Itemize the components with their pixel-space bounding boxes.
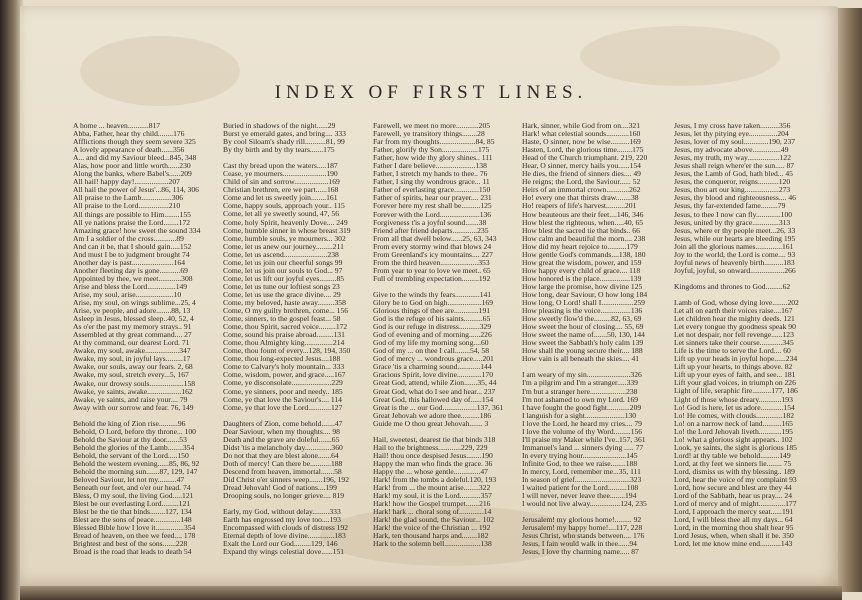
index-entry: All praise to the Lamb................306 <box>73 194 184 203</box>
index-entry: Amazing grace! how sweet the sound 334 <box>73 226 201 235</box>
index-entry: In season of grief.............................323 <box>522 476 642 485</box>
index-entry: A lovely appearance of death......356 <box>73 146 185 155</box>
index-entry: Jesus, lover of my soul.............190, 237 <box>674 138 796 147</box>
index-entry: Lord, I approach the mercy seat......191 <box>674 508 794 517</box>
index-entry: Let every tongue thy goodness speak 90 <box>674 323 796 332</box>
index-entry: Dread Jehovah! God of nations....199 <box>223 484 337 493</box>
index-entry: Father, how wide thy glory shines.. 111 <box>373 154 493 163</box>
index-entry: Come, thou long-expected Jesus....188 <box>223 355 341 364</box>
index-entry: Come, humble souls, ye mourners... 302 <box>223 234 346 243</box>
index-entry: Come, wisdom, power, and grace.....167 <box>223 371 346 380</box>
index-entry: Hark! the glad sound, the Saviour... 102 <box>373 516 495 525</box>
index-entry: Ho! every one that thirsts draw........38 <box>522 194 639 203</box>
index-entry: How pleasing is the voice................136 <box>522 307 643 316</box>
section-gap <box>674 291 819 299</box>
index-entry: Lord, I will bless thee all my days... 64 <box>674 516 793 525</box>
index-entry: Awake, my soul, awake..................347 <box>73 347 191 356</box>
index-entry: Father I dare believe.....................138 <box>373 162 487 171</box>
index-entry: Forgiveness t'is a joyful sound.......38 <box>373 218 487 227</box>
index-entry: God is the refuge of his saints..........65 <box>373 315 491 324</box>
index-entry: Come, let us ascend.......................238 <box>223 250 339 259</box>
index-entry: Earth has engrossed my love too....193 <box>223 516 341 525</box>
index-entry: Daughters of Zion, come behold.......47 <box>223 419 343 428</box>
index-entry: Jesus, united by thy grace..............313 <box>674 218 791 227</box>
index-entry: Guide me O thou great Jehovah....... 3 <box>373 419 489 428</box>
index-entry: Friend after friend departs.............235 <box>373 226 489 235</box>
page-title: INDEX OF FIRST LINES. <box>274 82 588 103</box>
section-gap <box>373 428 518 436</box>
index-entry: Didst 'tis a melancholy day..............360 <box>223 443 343 452</box>
index-column-4 <box>522 122 667 556</box>
index-entry: Give to the winds thy fears.............141 <box>373 290 492 299</box>
index-entry: Jesus, let thy pitying eye...............204 <box>674 130 789 139</box>
index-entry: From all that dwell below......25, 63, 343 <box>373 234 497 243</box>
index-entry: By thy birth and by thy tears.......175 <box>223 146 335 155</box>
index-entry: Doth of mercy! Can there be...........188 <box>223 459 343 468</box>
index-entry: He dies, the friend of sinners dies.... 49 <box>522 170 641 179</box>
index-entry: I languish for a sight.....................130 <box>522 411 637 420</box>
index-entry: Hark! my soul, it is the Lord...........357 <box>373 492 492 501</box>
index-entry: Heirs of an immortal crown............262 <box>522 186 641 195</box>
index-entry: Drooping souls, no longer grieve.... 819 <box>223 492 345 501</box>
index-entry: Father of everlasting grace.............150 <box>373 186 491 195</box>
index-entry: Behold, O Lord, before thy throne... 100 <box>73 427 196 436</box>
index-entry: Jesus, while our hearts are bleeding 195 <box>674 234 796 243</box>
index-entry: Lo! God is here, let us adore............154 <box>674 403 795 412</box>
index-entry: Awake, ye saints, and raise your.... 79 <box>73 395 188 404</box>
index-entry: I will never, never leave thee........194 <box>522 492 637 501</box>
index-entry: Another day is past......................164 <box>73 258 185 267</box>
index-entry: Lord of mercy and of might..............177 <box>674 500 797 509</box>
index-entry: Eternal depth of love divine..............183 <box>223 532 346 541</box>
index-entry: Jerusalem! my happy home!....117, 228 <box>522 524 643 533</box>
index-entry: How great the wisdom, power, and 159 <box>522 258 642 267</box>
index-entry: Come, let us join our souls to God... 97 <box>223 266 343 275</box>
index-entry: Alas, how poor and little worth......230 <box>73 162 191 171</box>
index-entry: Lord, at thy feet we sinners lie........ 75 <box>674 459 792 468</box>
index-entry: Come, humble sinner in whose breast 319 <box>223 226 351 235</box>
index-entry: God of evening and of morning......226 <box>373 331 492 340</box>
index-entry: Come, thou fount of every...128, 194, 350 <box>223 347 351 356</box>
section-gap <box>522 363 667 371</box>
index-entry: Assembled at thy great command.... 27 <box>73 331 192 340</box>
index-entry: Did Christ o'er sinners weep.......196, 192 <box>223 475 350 484</box>
index-entry: All ye nations praise the Lord........172 <box>73 218 191 227</box>
index-entry: Come, holy Spirit, heavenly Dove.... 249 <box>223 218 348 227</box>
index-entry: Arise, my soul, arise....................10 <box>73 290 182 299</box>
index-entry: How blest the sacred tie that binds.. 66 <box>522 226 640 235</box>
index-entry: How gentle God's commands....138, 180 <box>522 250 646 259</box>
index-entry: Blest be our everlasting Lord.........121 <box>73 500 191 509</box>
index-entry: Father, I stretch my hands to thee.. 76 <box>373 170 488 179</box>
index-entry: Gracious Spirit, love divine.............170 <box>373 371 494 380</box>
index-entry: Arise, my soul, on wings sublime...25, 4 <box>73 299 196 308</box>
index-entry: Behold, the servant of the Lord.....150 <box>73 451 189 460</box>
index-entry: Jesus, to thee I now can fly.............100 <box>674 210 793 219</box>
index-entry: How blest the righteous, when.....40, 65 <box>522 218 644 227</box>
index-entry: Lord, in the morning thou shalt hear 95 <box>674 524 794 533</box>
index-entry: Lord, hear the voice of my complaint 93 <box>674 475 797 484</box>
index-entry: Lo! the Lord Jehovah liveth............195 <box>674 427 793 436</box>
index-entry: How sweet the name of.......50, 130, 144 <box>522 331 645 340</box>
index-entry: How sweet the hour of closing.... 55, 69 <box>522 323 644 332</box>
index-entry: How happy every child of grace.... 118 <box>522 266 641 275</box>
section-gap <box>223 412 368 420</box>
index-entry: Lift your glad voices, in triumph on 226 <box>674 379 796 388</box>
index-entry: How sweet the Sabbath's holy calm 139 <box>522 339 644 348</box>
index-entry: How vain is all beneath the skies.... 41 <box>522 355 640 364</box>
index-entry: Forever with the Lord.....................136 <box>373 210 492 219</box>
index-entry: Father, I sing thy wondrous grace... 11 <box>373 178 490 187</box>
index-entry: As o'er the past my memory strays.. 91 <box>73 323 192 332</box>
index-entry: Lift up your hearts, to things above. 82 <box>674 363 793 372</box>
index-entry: Hark! how the Gospel trumpet.......216 <box>373 500 491 509</box>
index-entry: Grace 'tis a charming sound............144 <box>373 363 492 372</box>
index-entry: Lo! He comes, with clouds..............182 <box>674 411 795 420</box>
index-entry: Lord, how secure and blest are they 44 <box>674 484 792 493</box>
index-entry: Behold the morning sun.......87, 129, 147 <box>73 467 198 476</box>
index-entry: Come, let us use the grace divine.... 29 <box>223 290 341 299</box>
index-entry: Join all the glorious names..............161 <box>674 242 794 251</box>
index-entry: How shall the young secure their.... 188 <box>522 347 643 356</box>
index-entry: Awake, our souls, away our fears. 2, 68 <box>73 363 193 372</box>
index-entry: Afflictions though they seem severe 325 <box>73 138 196 147</box>
index-entry: Awake, my soul, stretch every...5, 167 <box>73 371 189 380</box>
index-entry: Come, ye that love the Saviour's.... 114 <box>223 395 342 404</box>
index-entry: From Greenland's icy mountains.... 227 <box>373 250 493 259</box>
index-entry: Happy the man who finds the grace. 36 <box>373 459 493 468</box>
index-entry: Ho! reapers of life's harvest..........201 <box>522 202 637 211</box>
index-entry: Asleep in Jesus, blessed sleep..40, 52, 4 <box>73 315 194 324</box>
index-entry: Let children hear the mighty deeds. 121 <box>674 315 795 324</box>
index-entry: At thy command, our dearest Lord. 71 <box>73 339 190 348</box>
index-entry: Christian brethren, ere we part......168 <box>223 186 339 195</box>
index-entry: Behold the Saviour at thy door.......53 <box>73 435 187 444</box>
index-entry: How long, dear Saviour, O how long 184 <box>522 290 648 299</box>
index-entry: Lord of the Sabbath, hear us pray.... 24 <box>674 492 793 501</box>
index-entry: Awake, my soul, in joyful lays.........17 <box>73 355 191 364</box>
section-gap <box>223 154 368 162</box>
index-entry: Behold the king of Zion rise..........96 <box>73 419 186 428</box>
index-entry: Descend from heaven, immortal.......58 <box>223 467 342 476</box>
index-entry: Far from my thoughts...................84, 85 <box>373 138 495 147</box>
index-entry: Another fleeting day is gone...........69 <box>73 266 188 275</box>
index-entry: Am I a soldier of the cross............89 <box>73 234 184 243</box>
index-entry: Come and let us sweetly join........161 <box>223 194 338 203</box>
index-entry: Jesus Christ, who stands between.... 176 <box>522 532 645 541</box>
index-entry: Blest be the tie that binds........127, 134 <box>73 508 192 517</box>
index-entry: Blessed Bible how I love it...............354 <box>73 524 196 533</box>
index-entry: Let all on earth their voices raise....167 <box>674 306 793 315</box>
index-entry: Child of sin and sorrow..................169 <box>223 178 340 187</box>
index-entry: Come, ye disconsolate.....................229 <box>223 379 343 388</box>
index-entry: Great is the ... our God..................137, 361 <box>373 403 504 412</box>
index-entry: Farewell, ye transitory things........28 <box>373 130 485 139</box>
section-gap <box>73 412 218 420</box>
index-entry: Come to Calvary's holy mountain... 333 <box>223 363 345 372</box>
index-entry: Buried in shadows of the night......29 <box>223 122 336 130</box>
index-entry: Bread of heaven, on thee we feed.... 178 <box>73 532 196 541</box>
index-entry: Come, thou Almighty king...............214 <box>223 339 345 348</box>
index-entry: Lift up your heads in joyful hope......234 <box>674 355 798 364</box>
index-entry: Jesus, the Lamb of God, hath bled... 45 <box>674 170 793 179</box>
index-entry: Come, let us tune our loftiest songs 23 <box>223 282 340 291</box>
index-entry: How long, O Lord! shall I.................259 <box>522 299 645 308</box>
index-entry: From year to year to love we meet.. 65 <box>373 266 491 275</box>
index-entry: Come, let us lift our joyful eyes.........85 <box>223 274 345 283</box>
index-entry: A... and did my Saviour bleed...845, 348 <box>73 154 197 163</box>
page-stain <box>580 26 780 86</box>
index-entry: Jesus, I love thy charming name..... 87 <box>522 548 639 557</box>
index-entry: Awake, our drowsy souls..................158 <box>73 379 196 388</box>
index-entry: I love the volume of thy Word.........156 <box>522 427 643 436</box>
index-entry: Joy to the world, the Lord is come.... 93 <box>674 250 796 259</box>
index-entry: God of my ... on thee I call........54, 58 <box>373 347 489 356</box>
index-entry: Jesus, thy far-extended fame.........79 <box>674 202 786 211</box>
index-entry: Jesus, my advocate above...............49 <box>674 146 789 155</box>
index-entry: I love the Lord, he heard my cries.... 79 <box>522 419 642 428</box>
index-entry: And can it be, that I should gain.....152 <box>73 242 192 251</box>
index-entry: Hark! from ... the mount arise........322 <box>373 484 491 493</box>
index-entry: Let sinners take their course............345 <box>674 339 794 348</box>
index-entry: I waited patient for the Lord..........108 <box>522 484 639 493</box>
index-entry: Come, my beloved, haste away.........358 <box>223 298 346 307</box>
index-entry: How large the promise, how divine 125 <box>522 282 643 291</box>
index-entry: From every stormy wind that blows 24 <box>373 242 492 251</box>
index-entry: Hail, sweetest, dearest tie that binds 318 <box>373 435 496 444</box>
index-entry: Joyful news of heavenly birth..........183 <box>674 258 795 267</box>
index-entry: Joyful, joyful, so onward..................266 <box>674 266 796 275</box>
index-entry: Light of life, seraphic fire..........177, 186 <box>674 387 798 396</box>
index-entry: Come, let all ye sweetly sound, 47, 56 <box>223 210 339 219</box>
index-entry: How calm and beautiful the morn.... 238 <box>522 234 646 243</box>
index-entry: Lamb of God, whose dying love........202 <box>674 298 799 307</box>
index-entry: Head of the Church triumphant. 219, 220 <box>522 154 648 163</box>
index-entry: Exalt the Lord our God.........129, 146 <box>223 540 338 549</box>
index-entry: I am weary of my sin.......................326 <box>522 371 642 380</box>
index-entry: Lord Jesus, when, when shall it be. 350 <box>674 532 794 541</box>
index-entry: Early, my God, without delay.........333 <box>223 508 341 517</box>
index-entry: I would not live alway................124, 235 <box>522 500 647 509</box>
index-entry: How honored is the place................139 <box>522 274 642 283</box>
index-entry: I'm a pilgrim and I'm a stranger.....339 <box>522 379 638 388</box>
index-entry: Look, ye saints, the sight is glorious 185 <box>674 443 797 452</box>
index-entry: Life is the time to serve the Lord.... 60 <box>674 347 791 356</box>
index-entry: He reigns; the Lord, the Saviour...... 52 <box>522 178 641 187</box>
index-entry: Great God, this hallowed day of......154 <box>373 395 494 404</box>
index-entry: Great God, attend, while Zion.......35, 44 <box>373 379 497 388</box>
index-entry: Full of trembling expectation.........192 <box>373 274 491 283</box>
section-gap <box>674 275 819 283</box>
index-entry: All hail the power of Jesus'...86, 114, 306 <box>73 186 199 195</box>
index-entry: Awake, ye saints, awake..................162 <box>73 387 193 396</box>
index-entry: Come, ye sinners, poor and needy.. 185 <box>223 387 343 396</box>
index-entry: Immanuel's land ... sinners dying ..... 77 <box>522 443 644 452</box>
index-entry: Kingdoms and thrones to God.........62 <box>674 282 791 291</box>
index-column-2 <box>223 122 368 556</box>
index-entry: Behold the western evening......85, 86, 92 <box>73 459 200 468</box>
index-entry: Glorious things of thee are.............191 <box>373 307 491 316</box>
index-entry: God of my life my morning song....60 <box>373 339 489 348</box>
index-entry: Jesus, where er thy people meet...26, 33 <box>674 226 796 235</box>
index-entry: Beneath our feet, and o'er our head. 74 <box>73 484 191 493</box>
index-entry: Lo! on a narrow neck of land..........165 <box>674 419 793 428</box>
index-entry: Burst ye emerald gates, and bring.... 333 <box>223 130 346 139</box>
index-entry: Lord, let me know mine end...........143 <box>674 540 793 549</box>
index-entry: Father of spirits, hear our prayer.... 231 <box>373 194 492 203</box>
index-entry: Forever here my rest shall be..........125 <box>373 202 492 211</box>
index-entry: Glory be to God on high..................169 <box>373 298 494 307</box>
index-entry: Along the banks, where Babel's......209 <box>73 170 192 179</box>
page-edges-bottom <box>20 586 842 600</box>
index-entry: Jesus, I my cross have taken..........356 <box>674 122 791 130</box>
index-entry: Father, glorify thy Son...................175 <box>373 146 490 155</box>
index-entry: Let not despair, nor fell revenge......123 <box>674 331 794 340</box>
index-entry: Come, happy souls, approach your.. 115 <box>223 202 345 211</box>
index-entry: Hark! from the tombs a doleful.120, 193 <box>373 475 497 484</box>
index-entry: Hark, ten thousand harps and........182 <box>373 532 489 541</box>
index-entry: How beauteous are their feet....146, 346 <box>522 210 644 219</box>
index-entry: Come, sound his praise abroad.........131 <box>223 331 345 340</box>
section-gap <box>373 283 518 291</box>
index-entry: And must I be to judgment brought 74 <box>73 250 190 259</box>
index-entry: Broad is the road that leads to death 54 <box>73 548 192 557</box>
index-entry: A home ... heaven...........817 <box>73 122 161 130</box>
index-entry: Lo! what a glorious sight appears.. 102 <box>674 435 793 444</box>
index-entry: Come, let us join our cheerful songs 99 <box>223 258 343 267</box>
index-entry: Lord! at thy table we behold..........149 <box>674 451 791 460</box>
index-entry: I'm but a stranger here...................238 <box>522 387 638 396</box>
index-entry: I'm not ashamed to own my Lord. 169 <box>522 395 639 404</box>
index-entry: Hear, O sinner, mercy hails you......154 <box>522 162 641 171</box>
index-entry: Hail to the brightness............229, 229 <box>373 443 488 452</box>
index-entry: By cool Siloam's shady rill...........81, 99 <box>223 138 345 147</box>
index-entry: I'll praise my Maker while I've..157, 361 <box>522 435 646 444</box>
index-entry: All hail! happy day!..................207 <box>73 178 180 187</box>
index-entry: In every trying hour.......................145 <box>522 451 638 460</box>
index-entry: Dear Saviour, when my thoughts.... 98 <box>223 427 340 436</box>
index-entry: I have fought the good fight............209 <box>522 403 642 412</box>
index-entry: Hark! what celestial sounds............160 <box>522 130 641 139</box>
index-entry: Hark! hark ... choral song of.............14 <box>373 508 492 517</box>
index-entry: All things are possible to Him........155 <box>73 210 191 219</box>
index-entry: Death and the grave are doleful.......65 <box>223 435 340 444</box>
index-entry: God is our refuge in distress...........329 <box>373 323 492 332</box>
index-entry: From the third heaven....................353 <box>373 258 490 267</box>
index-entry: Beloved Saviour, let not my..........47 <box>73 476 185 485</box>
index-entry: Expand thy wings celestial dove......151 <box>223 548 345 557</box>
index-entry: Jesus shall reign where'er the sun..... 87 <box>674 162 795 171</box>
index-entry: Infinite God, to thee we raise........188 <box>522 459 638 468</box>
index-entry: Away with our sorrow and fear. 76, 149 <box>73 403 194 412</box>
index-entry: Great God, what do I see and hear... 237 <box>373 387 496 396</box>
index-entry: Brightest and best of the sons.......228 <box>73 540 188 549</box>
index-entry: Come, let us anew our journey.........211 <box>223 242 344 251</box>
index-entry: Hark to the solemn bell...................138 <box>373 540 492 549</box>
index-entry: Do not that they are blest alone.......64 <box>223 451 339 460</box>
index-entry: Abba, Father, hear thy child........176 <box>73 130 185 139</box>
index-entry: Cease, ye mourners.......................190 <box>223 170 338 179</box>
index-entry: All praise to the Lord................210 <box>73 202 181 211</box>
index-entry: God of mercy ... wondrous grace.....201 <box>373 355 494 364</box>
index-entry: Hasten, Lord, the glorious time........175 <box>522 146 644 155</box>
index-entry: Light of those whose dreary............193 <box>674 395 793 404</box>
index-entry: Jesus, thou art our king..................273 <box>674 186 791 195</box>
index-entry: Lift up your eyes of faith, and see... 181 <box>674 371 796 380</box>
index-entry: Great Jehovah we adore thee..........186 <box>373 411 492 420</box>
index-entry: Happy the ... whose gentle..............47 <box>373 467 488 476</box>
index-entry: Lord, dismiss us with thy blessing.. 189 <box>674 467 795 476</box>
index-entry: Encompassed with clouds of distress 192 <box>223 524 349 533</box>
index-entry: How did my heart rejoice to..........179 <box>522 242 638 251</box>
index-column-5 <box>674 122 819 548</box>
index-entry: Come, ye that love the Lord............127 <box>223 403 343 412</box>
section-gap <box>522 508 667 516</box>
index-column-3 <box>373 122 518 548</box>
index-entry: Cast thy bread upon the waters.....187 <box>223 162 338 171</box>
index-entry: Jerusalem! my glorious home!......... 92 <box>522 516 642 525</box>
index-entry: Come, thou Spirit, sacred voice.........172 <box>223 323 348 332</box>
index-entry: Behold the glories of the Lamb........354 <box>73 443 195 452</box>
index-column-1 <box>73 122 218 556</box>
index-entry: Hark, sinner, while God from on....321 <box>522 122 641 130</box>
index-entry: Blest are the sons of peace..............148 <box>73 516 192 525</box>
index-entry: How sweetly flow'd the.........82, 63, 69 <box>522 315 642 324</box>
index-entry: Arise, ye people, and adore........88, 13 <box>73 307 191 316</box>
index-entry: Come, O my guilty brethren, come... 156 <box>223 307 349 316</box>
index-entry: Hail! thou once despised Jesus........190 <box>373 451 493 460</box>
index-entry: Appointed by thee, we meet............308 <box>73 274 193 283</box>
index-entry: Hark! the voice of the Christian ... 192 <box>373 524 491 533</box>
index-entry: Farewell, we meet no more............205 <box>373 122 491 130</box>
index-entry: Jesus, the conqueror, reigns...........120 <box>674 178 791 187</box>
index-entry: Come, sinners, to the gospel feast... 58 <box>223 315 341 324</box>
index-entry: In mercy, Lord, remember me...35, 111 <box>522 467 641 476</box>
index-entry: Haste, O sinner, now be wise..........169 <box>522 138 641 147</box>
index-entry: Jesus, my truth, my way.................122 <box>674 154 791 163</box>
index-entry: Bless, O my soul, the living God.....121 <box>73 492 194 501</box>
section-gap <box>223 500 368 508</box>
index-entry: Jesus, I fain would walk in thee......94 <box>522 540 637 549</box>
index-entry: Jesus, thy blood and righteousness.... 46 <box>674 194 796 203</box>
index-entry: Arise and bless the Lord...............149 <box>73 282 188 291</box>
